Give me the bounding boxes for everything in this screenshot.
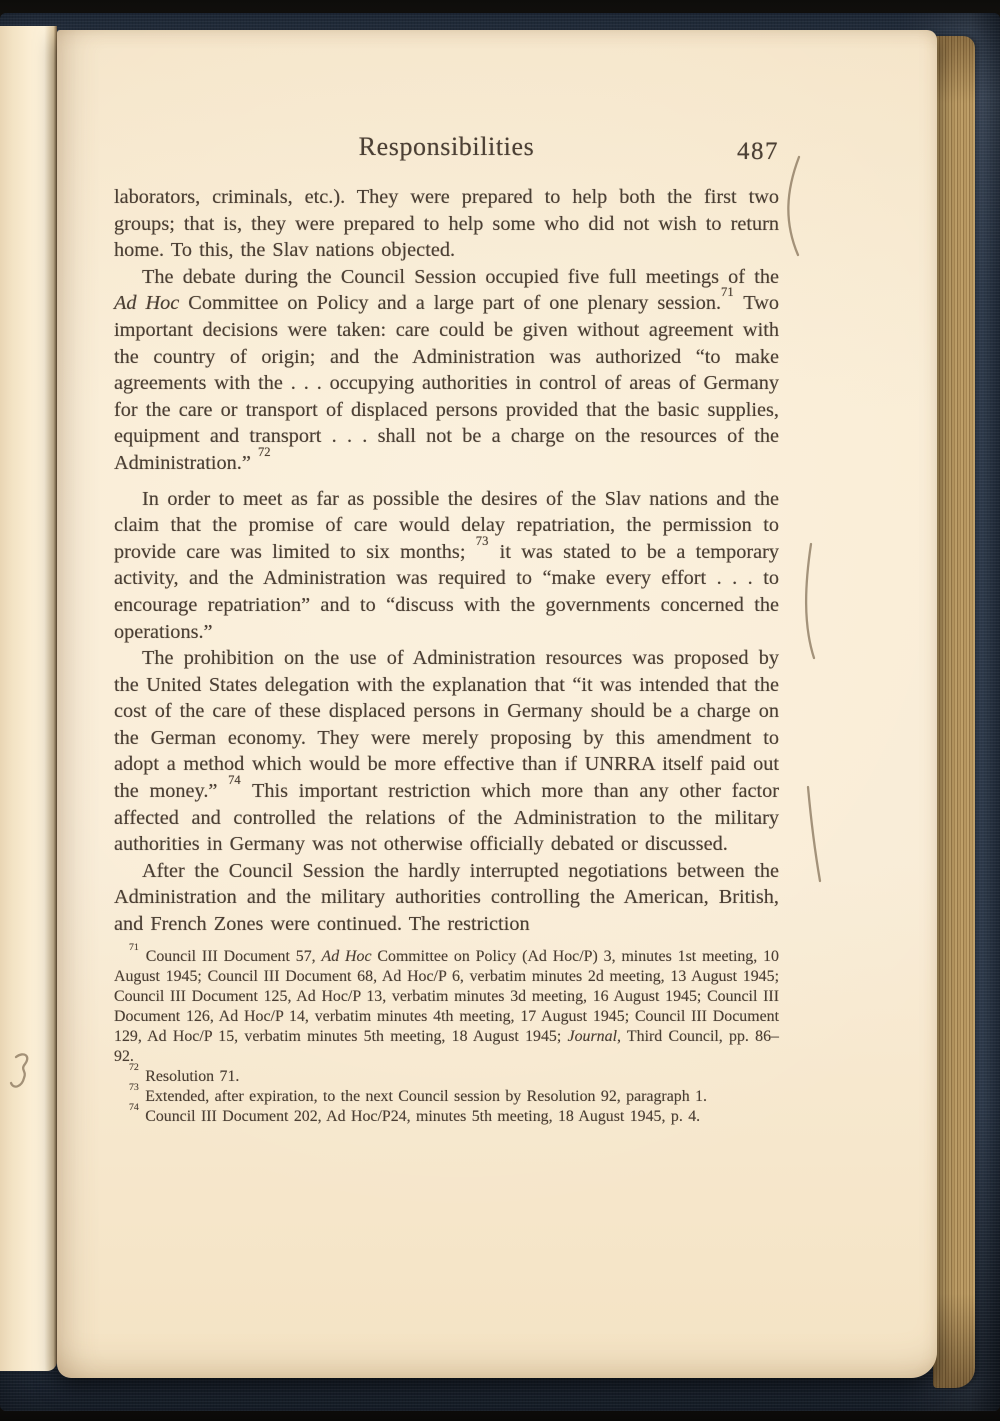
facing-page-gutter-edge [0, 26, 57, 1371]
footnote-72: $^{72}$ Resolution 71. [129, 1062, 240, 1085]
paragraph-prohibition: The prohibition on the use of Administration resources was proposed by the United States delegation with the explanation that “it was intended that the cost of the care of these displaced persons in Germany should be a charge on the German economy. They were merely proposing by this amendment to adopt a method which would be more effective than if UNRRA itself paid out the money.” $^{74}$ This important restriction which more than any other factor affected and controlled the relations of the Administration to the military authorities in Germany was not otherwise officially debated or discussed. [114, 647, 779, 856]
paragraph-debate: The debate during the Council Session occupied five full meetings of the Ad Hoc Committee on Policy and a large part of one plenary session.$^{71}$ Two important decisions were taken: care could be given without agreement with the country of origin; and the Administration was authorized “to make agreements with the . . . occupying authorities in control of areas of Germany for the care or transport of displaced persons provided that the basic supplies, equipment and transport . . . shall not be a charge on the resources of the Administration.” $^{72}$ [114, 265, 780, 474]
page-edges-stack [933, 36, 975, 1388]
paragraph-continuation: laborators, criminals, etc.). They were prepared to help both the first two groups; that is, they were prepared to help some who did not wish to return home. To this, the Slav nations objected. [114, 186, 779, 262]
page-number: 487 [737, 138, 779, 165]
footnote-73: $^{73}$ Extended, after expiration, to the next Council session by Resolution 92, paragraph 1. [129, 1082, 707, 1105]
footnotes-section [114, 942, 779, 1127]
page-header [114, 132, 779, 172]
book-page [57, 30, 937, 1378]
paragraph-after-session: After the Council Session the hardly interrupted negotiations between the Administration and the military authorities controlling the American, British, and French Zones were continued. The restriction [114, 859, 779, 936]
running-head: Responsibilities [358, 132, 535, 161]
paragraph-in-order: In order to meet as far as possible the desires of the Slav nations and the claim that the promise of care would delay repatriation, the permission to provide care was limited to six months; $^{73}$ it was stated to be a temporary activity, and the Administration was required to “make every effort . . . to encourage repatriation” and to “discuss with the governments concerned the operations.” [114, 487, 779, 643]
footnote-74: $^{74}$ Council III Document 202, Ad Hoc/P24, minutes 5th meeting, 18 August 1945, p. 4. [129, 1102, 701, 1125]
footnote-71: $^{71}$ Council III Document 57, Ad Hoc Committee on Policy (Ad Hoc/P) 3, minutes 1st meeting, 10 August 1945; Council III Document 68, Ad Hoc/P 6, verbatim minutes 2d meeting, 13 August 1945; Council III Document 125, Ad Hoc/P 13, verbatim minutes 3d meeting, 16 August 1945; Council III Document 126, Ad Hoc/P 14, verbatim minutes 4th meeting, 17 August 1945; Council III Document 129, Ad Hoc/P 15, verbatim minutes 5th meeting, 18 August 1945; Journal, Third Council, pp. 86–92. [114, 942, 779, 1065]
body-text [114, 184, 779, 938]
